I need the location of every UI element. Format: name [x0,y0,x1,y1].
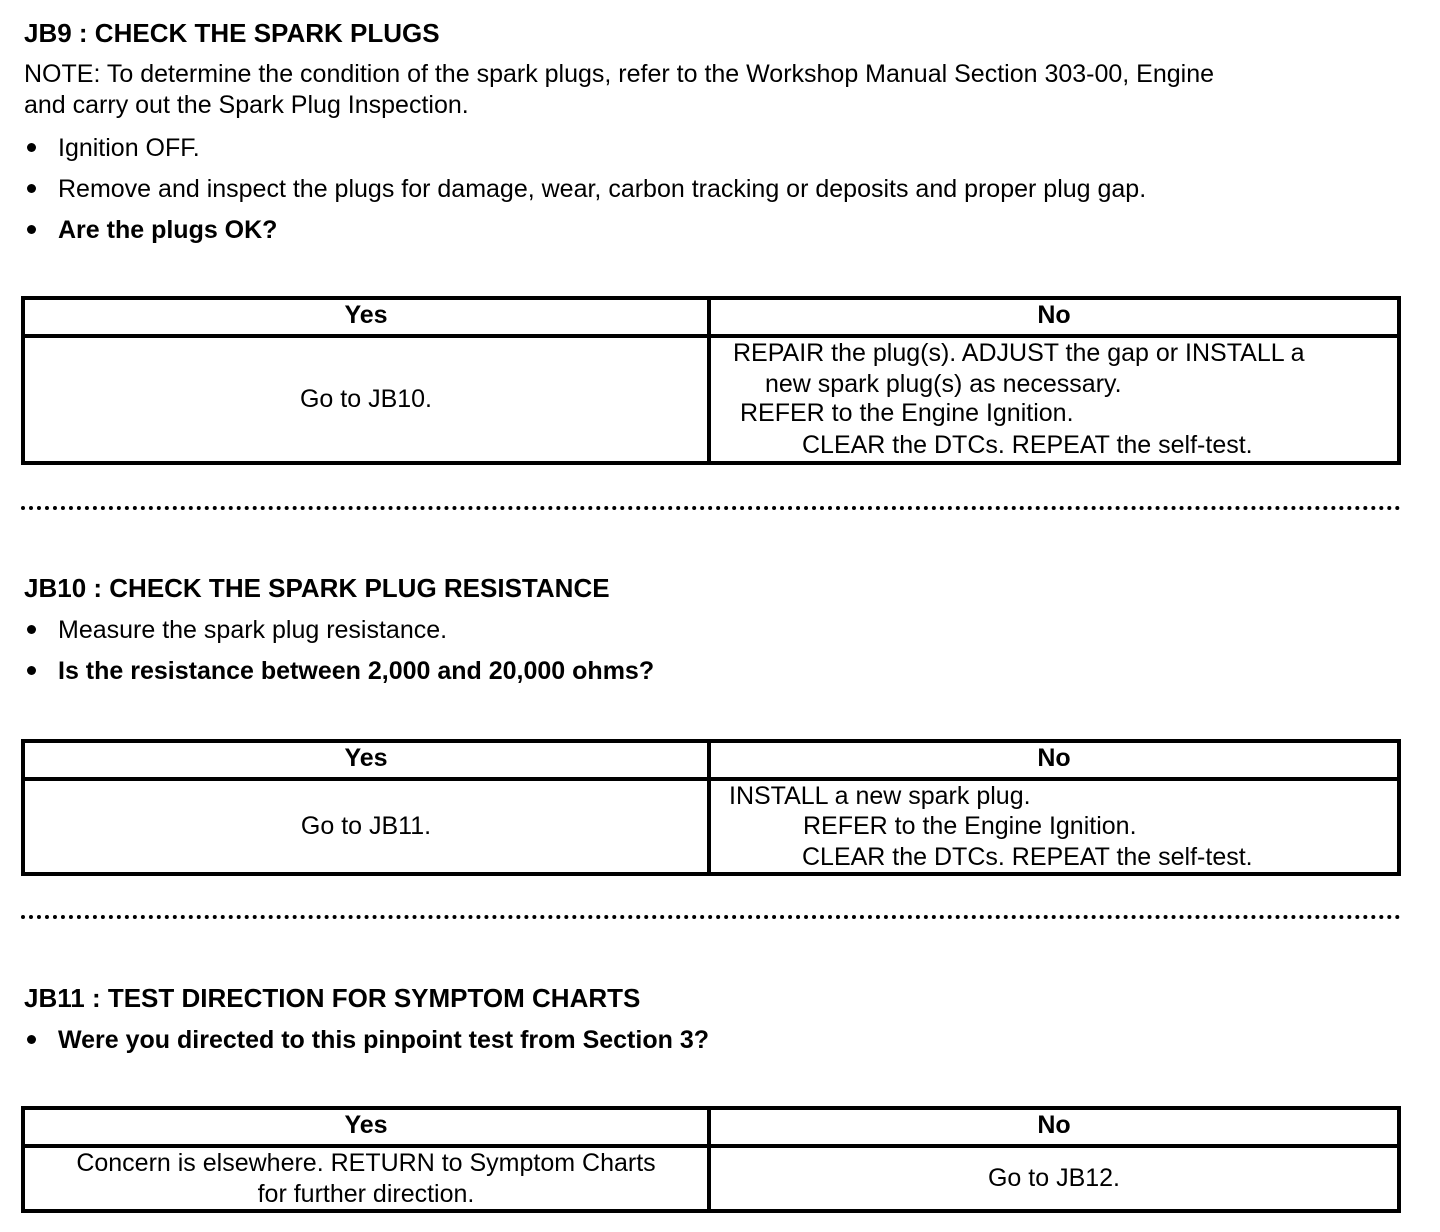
jb10-decision-table [21,739,1401,876]
jb9-decision-table [21,296,1401,465]
jb9-heading: JB9 : CHECK THE SPARK PLUGS [24,18,440,48]
no-line: REPAIR the plug(s). ADJUST the gap or INSTALL a [733,339,1305,367]
no-line: CLEAR the DTCs. REPEAT the self-test. [802,431,1253,459]
jb10-bullet-1: Measure the spark plug resistance. [24,615,447,645]
yes-line: for further direction. [257,1179,475,1208]
no-header: No [1037,744,1071,772]
jb11-bullet-1: Were you directed to this pinpoint test from Section 3? [24,1025,709,1055]
table-row [25,338,1397,461]
yes-header: Yes [25,743,711,777]
bullet-icon [27,225,36,234]
jb10-bullet-2: Is the resistance between 2,000 and 20,000 ohms? [24,656,654,686]
table-row [25,781,1397,872]
section-divider [21,506,1401,510]
table-header-row [25,1110,1397,1148]
yes-cell [25,1148,711,1209]
no-cell [711,338,1397,461]
no-cell [711,781,1397,872]
bullet-icon [27,666,36,675]
bullet-icon [27,184,36,193]
bullet-icon [27,1035,36,1044]
no-line: new spark plug(s) as necessary. [765,370,1122,398]
jb11-decision-table [21,1106,1401,1213]
no-line: INSTALL a new spark plug. [729,782,1031,810]
jb9-note-line-2: and carry out the Spark Plug Inspection. [24,91,469,119]
jb9-bullet-2: Remove and inspect the plugs for damage, wear, carbon tracking or deposits and proper plug gap. [24,174,1146,204]
yes-line: Concern is elsewhere. RETURN to Symptom Charts [76,1148,656,1177]
no-line: REFER to the Engine Ignition. [740,399,1074,427]
yes-cell: Go to JB10. [25,338,711,461]
jb11-heading: JB11 : TEST DIRECTION FOR SYMPTOM CHARTS [24,983,641,1013]
yes-cell: Go to JB11. [25,781,711,872]
no-line: REFER to the Engine Ignition. [803,812,1137,840]
no-cell: Go to JB12. [987,1164,1121,1192]
yes-header: Yes [25,300,711,334]
bullet-icon [27,143,36,152]
jb9-note-line-1: NOTE: To determine the condition of the spark plugs, refer to the Workshop Manual Section 303-00, Engine [24,60,1215,88]
jb9-bullet-1: Ignition OFF. [24,133,200,163]
table-header-row [25,743,1397,781]
bullet-icon [27,625,36,634]
jb9-bullet-3: Are the plugs OK? [24,215,277,245]
table-header-row [25,300,1397,338]
jb10-heading: JB10 : CHECK THE SPARK PLUG RESISTANCE [24,573,610,603]
no-header: No [1037,301,1071,329]
table-row [25,1148,1397,1209]
section-divider [21,915,1401,919]
no-line: CLEAR the DTCs. REPEAT the self-test. [802,843,1253,871]
no-header: No [1037,1111,1071,1139]
yes-header: Yes [25,1110,711,1144]
